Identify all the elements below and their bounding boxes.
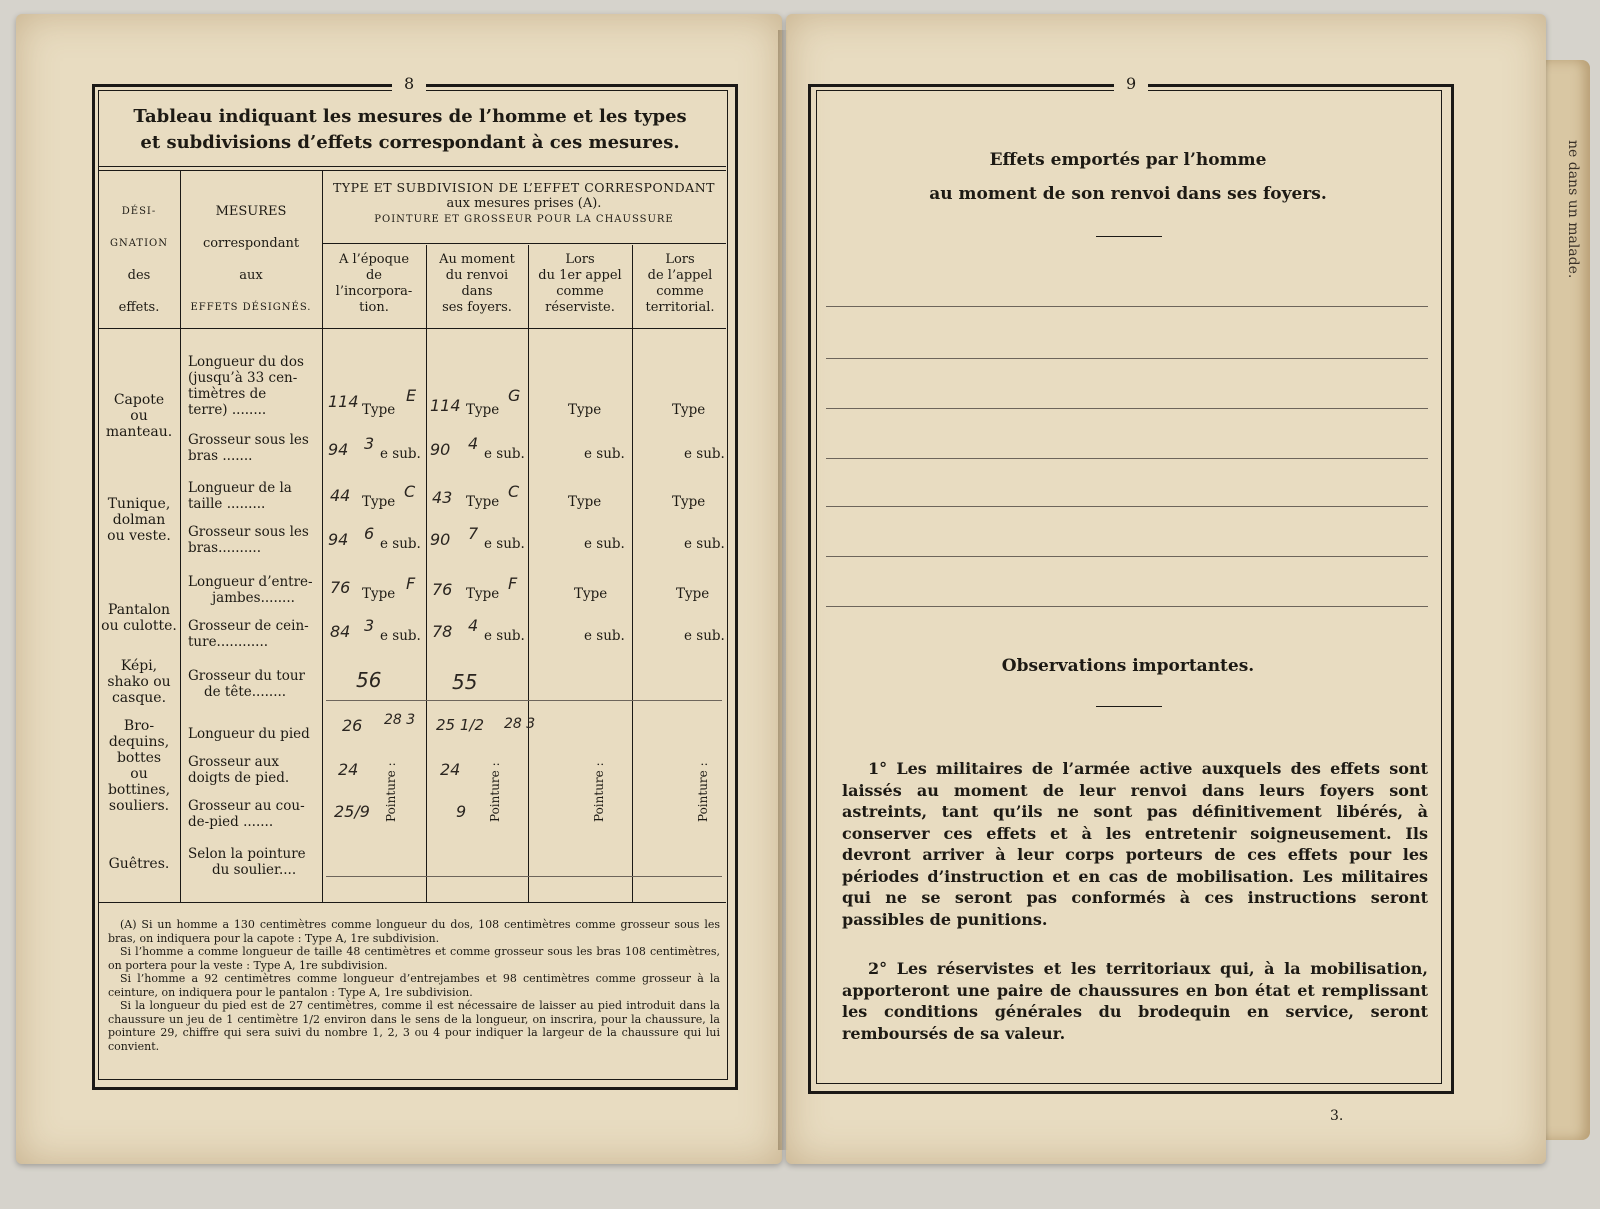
page-signature-mark: 3. [1330, 1108, 1344, 1124]
right-page-inner-frame [816, 90, 1442, 1084]
row-label-brodequins: Bro- dequins, bottes ou bottines, souliers. [107, 718, 171, 814]
row-label-kepi: Képi, shako ou casque. [107, 658, 171, 706]
capote-ter-sub-word: e sub. [684, 446, 725, 462]
capote-inc-type: E [406, 386, 417, 405]
pantalon-ren-type-word: Type [466, 586, 500, 602]
tunique-inc-val2: 94 [328, 530, 349, 549]
col-divider-2 [322, 170, 323, 902]
capote-ren-type-word: Type [466, 402, 500, 418]
meas-tunique-bras: Grosseur sous les bras.......... [188, 524, 309, 556]
brod-ren-pointure-label: Pointure : [488, 762, 502, 822]
brod-ren-doigts: 24 [440, 760, 461, 779]
pantalon-ren-sub-word: e sub. [484, 628, 525, 644]
effects-entry-line-3 [826, 408, 1428, 409]
meas-tunique-taille: Longueur de la taille ......... [188, 480, 292, 512]
capote-ren-sub-word: e sub. [484, 446, 525, 462]
obs-short-rule [1096, 706, 1162, 707]
tunique-inc-type-word: Type [362, 494, 396, 510]
header-top-rule-2 [98, 170, 726, 171]
meas-guetres: Selon la pointure du soulier.... [188, 846, 306, 878]
meas-pantalon-ceinture: Grosseur de cein- ture............ [188, 618, 309, 650]
brod-inc-pointure-label: Pointure : [384, 762, 398, 822]
brod-ter-pointure-label: Pointure : [696, 762, 710, 822]
row-label-tunique: Tunique, dolman ou veste. [107, 496, 171, 544]
brod-inc-coudepied: 25/9 [334, 802, 370, 821]
left-table-title: Tableau indiquant les mesures de l’homme et les types et subdivisions d’effets correspondant à ces mesures. [133, 106, 687, 153]
capote-inc-val1: 114 [328, 392, 359, 411]
left-page-number: 8 [392, 74, 426, 93]
pantalon-inc-type: F [406, 574, 416, 593]
table-footnote: (A) Si un homme a 130 centimètres comme longueur du dos, 108 centimètres comme grosseur sous les bras, on indiquera pour la capote : Type A, 1re subdivision. Si l’homme a comme longueur de taille 48 centimètres et comme grosseur sous les bras 108 centimètres, on portera pour la veste : Type A, 1re subdivision. Si l’homme a 92 centimètres comme longueur d’entrejambes et 98 centimètres comme grosseur à la ceinture, on indiquera pour le pantalon : Type A, 1re subdivision. Si la longueur du pied est de 27 centimètres, comme il est nécessaire de laisser au pied introduit dans la chaussure un jeu de 1 centimètre 1/2 environ dans le sens de la longueur, on inscrira, pour la chaussure, la pointure 29, chiffre qui sera suivi du nombre 1, 2, 3 ou 4 pour indiquer la largeur de la chaussure qui lui convient. [108, 918, 720, 1053]
kepi-ren-val: 55 [452, 670, 478, 694]
pantalon-ter-type-word: Type [676, 586, 710, 602]
capote-ren-val2: 90 [430, 440, 451, 459]
tunique-res-sub-word: e sub. [584, 536, 625, 552]
tunique-ren-val2: 90 [430, 530, 451, 549]
tunique-ter-sub-word: e sub. [684, 536, 725, 552]
kepi-row-rule [326, 700, 722, 701]
table-bottom-rule [98, 902, 726, 903]
pantalon-ter-sub-word: e sub. [684, 628, 725, 644]
book-gutter [778, 30, 788, 1150]
capote-inc-val2: 94 [328, 440, 349, 459]
effects-entry-line-7 [826, 606, 1428, 607]
capote-ren-sub: 4 [468, 434, 479, 453]
col-divider-4 [528, 245, 529, 902]
observation-paragraph-1: 1° Les militaires de l’armée active auxquels des effets sont laissés au moment de leur renvoi dans leurs foyers sont astreints, tant qu’ils ne sont pas définitivement libérés, à conserver ces effets et à les entretenir soigneusement. Ils devront arriver à leur corps porteurs de ces effets pour les périodes d’instruction et en cas de mobilisation. Les militaires qui ne se seront pas conformés à ces instructions seront passibles de punitions. [842, 759, 1428, 929]
tunique-ren-sub-word: e sub. [484, 536, 525, 552]
pantalon-inc-sub-word: e sub. [380, 628, 421, 644]
effects-entry-line-1 [826, 306, 1428, 307]
capote-ter-type-word: Type [672, 402, 706, 418]
capote-inc-sub-word: e sub. [380, 446, 421, 462]
capote-inc-sub: 3 [364, 434, 375, 453]
pantalon-inc-val2: 84 [330, 622, 351, 641]
tunique-ren-val1: 43 [432, 488, 453, 507]
tunique-inc-type: C [404, 482, 416, 501]
col-divider-5 [632, 245, 633, 902]
brod-res-pointure-label: Pointure : [592, 762, 606, 822]
row-label-pantalon: Pantalon ou culotte. [101, 602, 177, 634]
type-header-rule [322, 243, 726, 244]
header-type: TYPE ET SUBDIVISION DE L’EFFET CORRESPONDANT aux mesures prises (A). POINTURE ET GROSSEUR POUR LA CHAUSSURE [333, 180, 715, 225]
header-mesures: MESURES correspondant aux EFFETS DÉSIGNÉS. [190, 204, 312, 313]
row-label-capote: Capote ou manteau. [105, 392, 173, 440]
tunique-inc-val1: 44 [330, 486, 351, 505]
tunique-ter-type-word: Type [672, 494, 706, 510]
meas-brod-coudepied: Grosseur au cou- de-pied ....... [188, 798, 305, 830]
header-designation: DÉSI- GNATION des effets. [110, 206, 168, 315]
tunique-ren-sub: 7 [468, 524, 479, 543]
tunique-ren-type: C [508, 482, 520, 501]
capote-ren-type: G [508, 386, 521, 405]
header-col-renvoi: Au moment du renvoi dans ses foyers. [439, 252, 515, 315]
title-short-rule [1096, 236, 1162, 237]
meas-kepi-tete: Grosseur du tour de tête........ [188, 668, 305, 700]
brod-ren-pointure: 28 3 [504, 716, 536, 732]
observation-paragraph-2: 2° Les réservistes et les territoriaux qui, à la mobilisation, apporteront une paire de chaussures en bon état et remplissant les conditions générales du brodequin en service, seront remboursés de sa valeur. [842, 959, 1428, 1043]
meas-brod-doigts: Grosseur aux doigts de pied. [188, 754, 290, 786]
meas-capote-bras: Grosseur sous les bras ....... [188, 432, 309, 464]
effects-title-line2: au moment de son renvoi dans ses foyers. [929, 184, 1327, 204]
pantalon-res-type-word: Type [574, 586, 608, 602]
edge-text: ne dans un malade. [1565, 140, 1581, 279]
capote-inc-type-word: Type [362, 402, 396, 418]
effects-entry-line-4 [826, 458, 1428, 459]
tunique-inc-sub-word: e sub. [380, 536, 421, 552]
header-col-territorial: Lors de l’appel comme territorial. [645, 252, 715, 315]
capote-res-type-word: Type [568, 402, 602, 418]
header-top-rule [98, 166, 726, 167]
meas-pantalon-jambes: Longueur d’entre- jambes........ [188, 574, 313, 606]
col-divider-3 [426, 245, 427, 902]
brod-inc-doigts: 24 [338, 760, 359, 779]
meas-brod-longueur: Longueur du pied [188, 726, 310, 742]
tunique-res-type-word: Type [568, 494, 602, 510]
kepi-inc-val: 56 [356, 668, 382, 692]
capote-res-sub-word: e sub. [584, 446, 625, 462]
pantalon-ren-type: F [508, 574, 518, 593]
meas-capote-dos: Longueur du dos (jusqu’à 33 cen- timètres de terre) ........ [188, 354, 304, 418]
guetres-row-rule [326, 876, 722, 877]
pantalon-res-sub-word: e sub. [584, 628, 625, 644]
observations-title: Observations importantes. [1001, 656, 1255, 676]
pantalon-ren-sub: 4 [468, 616, 479, 635]
pantalon-inc-type-word: Type [362, 586, 396, 602]
row-label-guetres: Guêtres. [108, 856, 170, 872]
col-divider-1 [180, 170, 181, 902]
header-col-incorporation: A l’époque de l’incorpora- tion. [335, 252, 413, 315]
pantalon-ren-val1: 76 [432, 580, 453, 599]
pantalon-ren-val2: 78 [432, 622, 453, 641]
tunique-inc-sub: 6 [364, 524, 375, 543]
tunique-ren-type-word: Type [466, 494, 500, 510]
brod-inc-pointure: 28 3 [384, 712, 416, 728]
brod-inc-longueur: 26 [342, 716, 363, 735]
effects-title-line1: Effets emportés par l’homme [989, 150, 1267, 170]
capote-ren-val1: 114 [430, 396, 461, 415]
brod-ren-coudepied: 9 [456, 802, 467, 821]
pantalon-inc-sub: 3 [364, 616, 375, 635]
header-col-reserviste: Lors du 1er appel comme réserviste. [538, 252, 622, 315]
effects-entry-line-5 [826, 506, 1428, 507]
brod-ren-longueur: 25 1/2 [436, 716, 484, 734]
right-page-number: 9 [1114, 74, 1148, 93]
pantalon-inc-val1: 76 [330, 578, 351, 597]
effects-entry-line-6 [826, 556, 1428, 557]
effects-entry-line-2 [826, 358, 1428, 359]
